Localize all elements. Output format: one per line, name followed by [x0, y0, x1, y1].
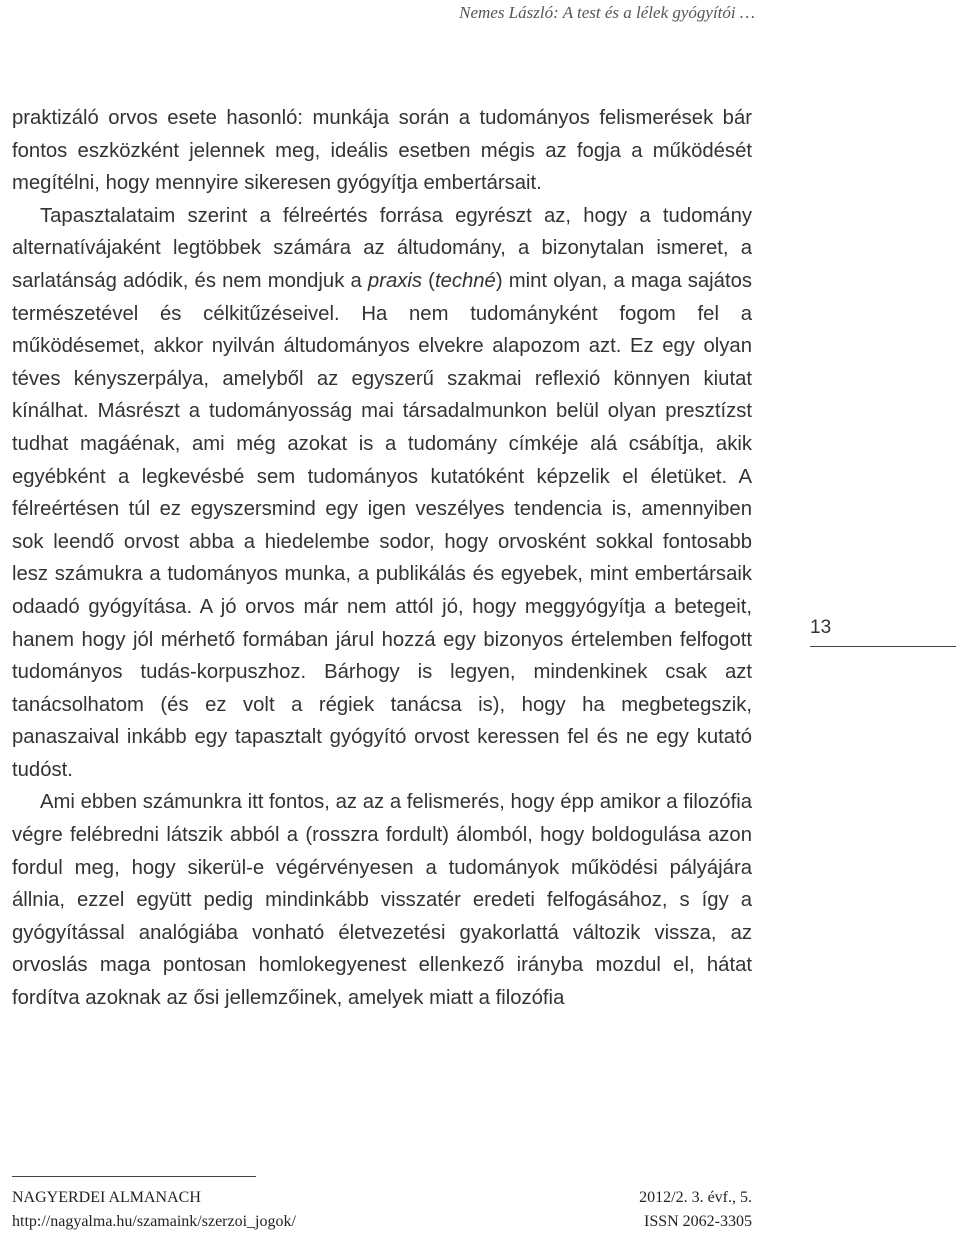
paragraph-2 [12, 200, 752, 787]
footer [12, 1186, 752, 1234]
paragraph-3: Ami ebben számunkra itt fontos, az az a felismerés, hogy épp amikor a filozófia végre felébredni látszik abból a (rosszra fordult) álomból, hogy boldogulása azon fordul meg, hogy sikerül-e végérvényesen a tudományok működési pályájára állnia, ezzel együtt pedig mindinkább visszatér eredeti felfogásához, s így a gyógyítással analógiába vonható életvezetési gyakorlattá változik vissza, az orvoslás maga pontosan homlokegyenest ellenkező irányba mozdul el, hátat fordítva azoknak az ősi jellemzőinek, amelyek miatt a filozófia [12, 791, 752, 1010]
footer-row-2 [12, 1210, 752, 1234]
footer-rule [12, 1176, 256, 1177]
issn: ISSN 2062-3305 [643, 1213, 752, 1230]
term-techne: techné [434, 269, 496, 292]
paragraph-2-text-a: Tapasztalataim szerint a félreértés forrása egyrészt az, hogy a tudomány alternatívájaként legtöbbek számára az áltudomány, a bizonytalan ismeret, a sarlatánság adódik, és nem mondjuk a [12, 204, 752, 292]
journal-url[interactable]: http://nagyalma.hu/szamaink/szerzoi_jogok/ [12, 1213, 296, 1230]
running-header: Nemes László: A test és a lélek gyógyítói … [459, 3, 755, 22]
issue-info: 2012/2. 3. évf., 5. [639, 1189, 752, 1206]
term-praxis: praxis [367, 269, 423, 292]
footer-row-1 [12, 1186, 752, 1210]
paragraph-1: praktizáló orvos esete hasonló: munkája során a tudományos felismerések bár fontos eszközként jelennek meg, ideális esetben mégis az fogja a működését megítélni, hogy mennyire sikeresen gyógyítja embertársait. [12, 107, 752, 195]
paren-open: ( [422, 269, 435, 292]
page-number-rule [810, 646, 956, 647]
page-number-block [810, 616, 956, 647]
article-body [12, 102, 752, 1015]
page-number: 13 [810, 617, 832, 638]
paragraph-2-text-b: ) mint olyan, a maga sajátos természetével és célkitűzéseivel. Ha nem tudományként fogom fel a működésemet, akkor nyilván áltudományos elvekre alapozom azt. Ez egy olyan téves kényszerpálya, amelyből az egyszerű szakmai reflexió könnyen kiutat kínálhat. Másrészt a tudományosság mai társadalmunkon belül olyan presztízst tudhat magáénak, ami még azokat is a tudomány címkéje alá csábítja, akik egyébként a legkevésbé sem tudományos kutatóként képzelik el életüket. A félreértésen túl ez egyszersmind egy igen veszélyes tendencia is, amennyiben sok leendő orvost abba a hiedelembe sodor, hogy orvosként sokkal fontosabb lesz számukra a tudományos munka, a publikálás és egyebek, mint embertársaik odaadó gyógyítása. A jó orvos már nem attól jó, hogy meggyógyítja a betegeit, hanem hogy jól mérhető formában járul hozzá egy bizonyos értelemben felfogott tudományos tudás-korpuszhoz. Bárhogy is legyen, mindenkinek csak azt tanácsolhatom (és ez volt a régiek tanácsa is), hogy ha megbetegszik, panaszaival inkább egy tapasztalt gyógyító orvost keressen fel és ne egy kutató tudóst. [12, 269, 753, 781]
journal-name: NAGYERDEI ALMANACH [12, 1189, 201, 1206]
